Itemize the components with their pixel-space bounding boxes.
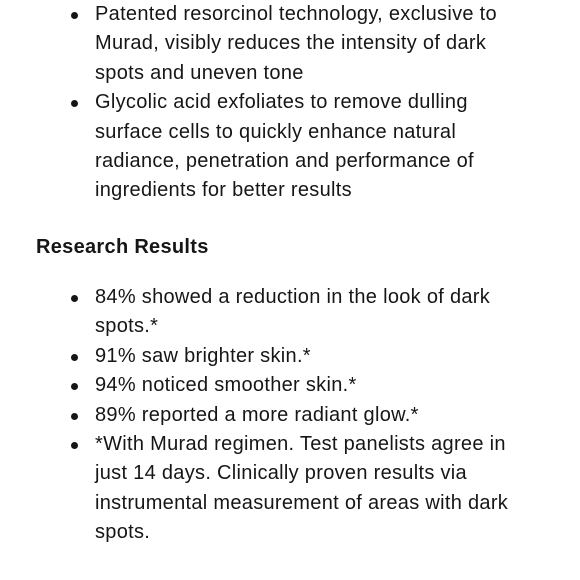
bullet-dot-icon (71, 442, 78, 449)
list-item-text: 84% showed a reduction in the look of dark spots.* (95, 286, 491, 338)
list-item-text: 89% reported a more radiant glow.* (95, 403, 419, 426)
research-results-list (0, 283, 580, 548)
list-item (0, 342, 580, 371)
list-item (0, 401, 580, 430)
bullet-dot-icon (71, 383, 78, 390)
list-item (0, 430, 580, 548)
bullet-dot-icon (71, 354, 78, 361)
list-item (0, 283, 580, 342)
list-item (0, 371, 580, 400)
ingredients-list (0, 0, 580, 206)
bullet-dot-icon (71, 413, 78, 420)
list-item-text: *With Murad regimen. Test panelists agree in just 14 days. Clinically proven results via instrumental measurement of areas with dark spots. (95, 433, 509, 544)
bullet-dot-icon (71, 12, 78, 19)
list-item-text: 91% saw brighter skin.* (95, 344, 311, 367)
bullet-dot-icon (71, 295, 78, 302)
research-results-heading: Research Results (36, 236, 209, 258)
list-item (0, 0, 580, 88)
list-item-text: Patented resorcinol technology, exclusive to Murad, visibly reduces the intensity of dark spots and uneven tone (95, 3, 497, 84)
list-item (0, 88, 580, 206)
bullet-dot-icon (71, 100, 78, 107)
list-item-text: Glycolic acid exfoliates to remove dulling surface cells to quickly enhance natural radiance, penetration and performance of ingredients for better results (95, 91, 474, 202)
list-item-text: 94% noticed smoother skin.* (95, 374, 357, 397)
